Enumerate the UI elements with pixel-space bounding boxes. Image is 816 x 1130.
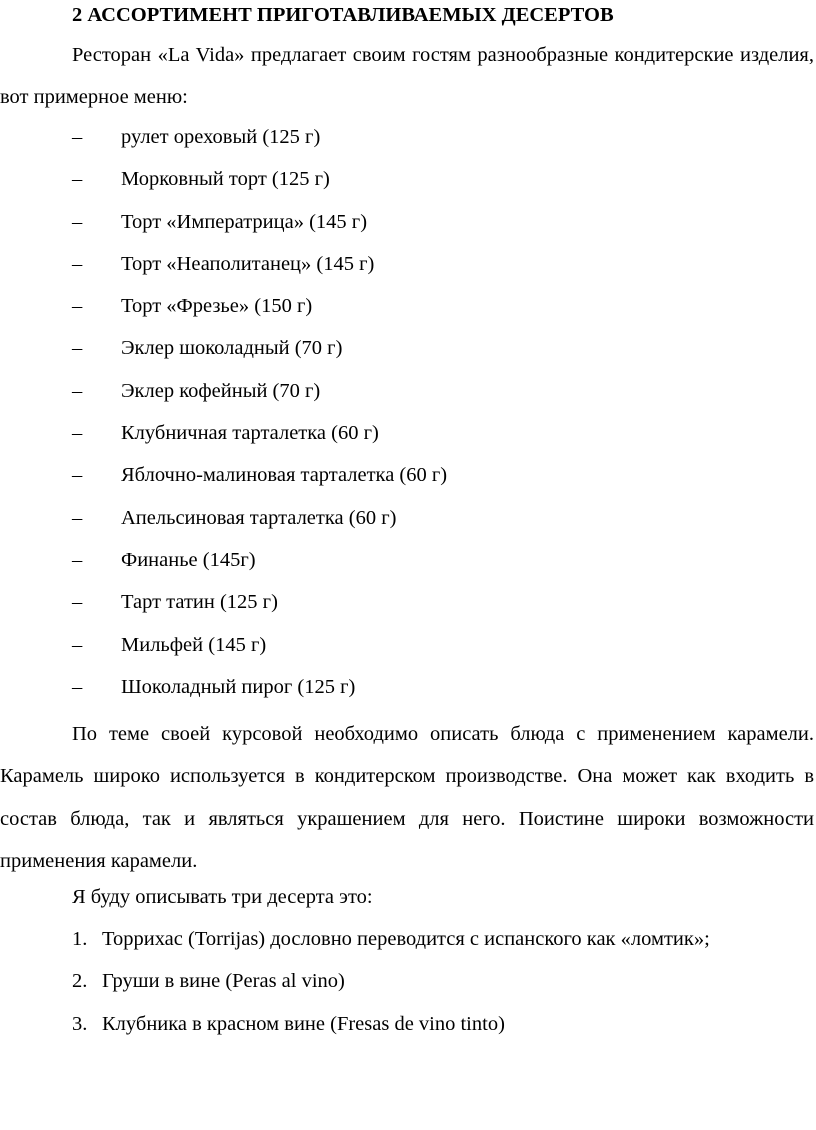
section-heading: 2 АССОРТИМЕНТ ПРИГОТАВЛИВАЕМЫХ ДЕСЕРТОВ	[72, 4, 614, 26]
list-dash: –	[72, 633, 83, 656]
menu-item-text: Торт «Неаполитанец» (145 г)	[121, 252, 375, 275]
dessert-text: Торрихас (Torrijas) дословно переводится с испанского как «ломтик»;	[102, 928, 710, 950]
list-dash: –	[72, 337, 83, 360]
menu-item-text: Морковный торт (125 г)	[121, 168, 330, 191]
caramel-paragraph-text: По теме своей курсовой необходимо описать блюда с применением карамели. Карамель широко используется в кондитерском производстве. Она может как входить в состав блюда, так и являться украшением для него. Поистине широки возможности применения карамели.	[0, 723, 814, 872]
list-dash: –	[72, 379, 83, 402]
list-dash: –	[72, 168, 83, 191]
menu-item-text: рулет ореховый (125 г)	[121, 126, 321, 148]
menu-item-text: Апельсиновая тарталетка (60 г)	[121, 506, 397, 529]
menu-item-text: Торт «Императрица» (145 г)	[121, 210, 368, 233]
menu-item-text: Эклер кофейный (70 г)	[121, 379, 321, 402]
menu-item-text: Торт «Фрезье» (150 г)	[121, 295, 313, 318]
list-dash: –	[72, 464, 83, 487]
dessert-text: Груши в вине (Peras al vino)	[102, 970, 345, 993]
caramel-paragraph	[0, 713, 814, 882]
menu-item-text: Яблочно-малиновая тарталетка (60 г)	[121, 464, 448, 487]
desserts-intro: Я буду описывать три десерта это:	[72, 886, 373, 908]
list-dash: –	[72, 548, 83, 571]
list-dash: –	[72, 506, 83, 529]
list-dash: –	[72, 675, 83, 698]
intro-paragraph	[0, 34, 814, 119]
list-dash: –	[72, 295, 83, 318]
menu-item-text: Шоколадный пирог (125 г)	[121, 675, 356, 698]
intro-paragraph-text: Ресторан «La Vida» предлагает своим гостям разнообразные кондитерские изделия, вот примерное меню:	[0, 44, 814, 109]
list-dash: –	[72, 210, 83, 233]
menu-item-text: Мильфей (145 г)	[121, 633, 267, 656]
list-number: 1.	[72, 928, 88, 950]
list-dash: –	[72, 591, 83, 614]
list-number: 2.	[72, 970, 88, 993]
list-dash: –	[72, 252, 83, 275]
menu-item-text: Эклер шоколадный (70 г)	[121, 337, 343, 360]
menu-item-text: Клубничная тарталетка (60 г)	[121, 422, 379, 445]
list-number: 3.	[72, 1012, 88, 1035]
menu-item-text: Тарт татин (125 г)	[121, 591, 278, 614]
list-dash: –	[72, 126, 83, 148]
menu-item-text: Финанье (145г)	[121, 548, 256, 571]
list-dash: –	[72, 422, 83, 445]
dessert-text: Клубника в красном вине (Fresas de vino tinto)	[102, 1012, 505, 1035]
